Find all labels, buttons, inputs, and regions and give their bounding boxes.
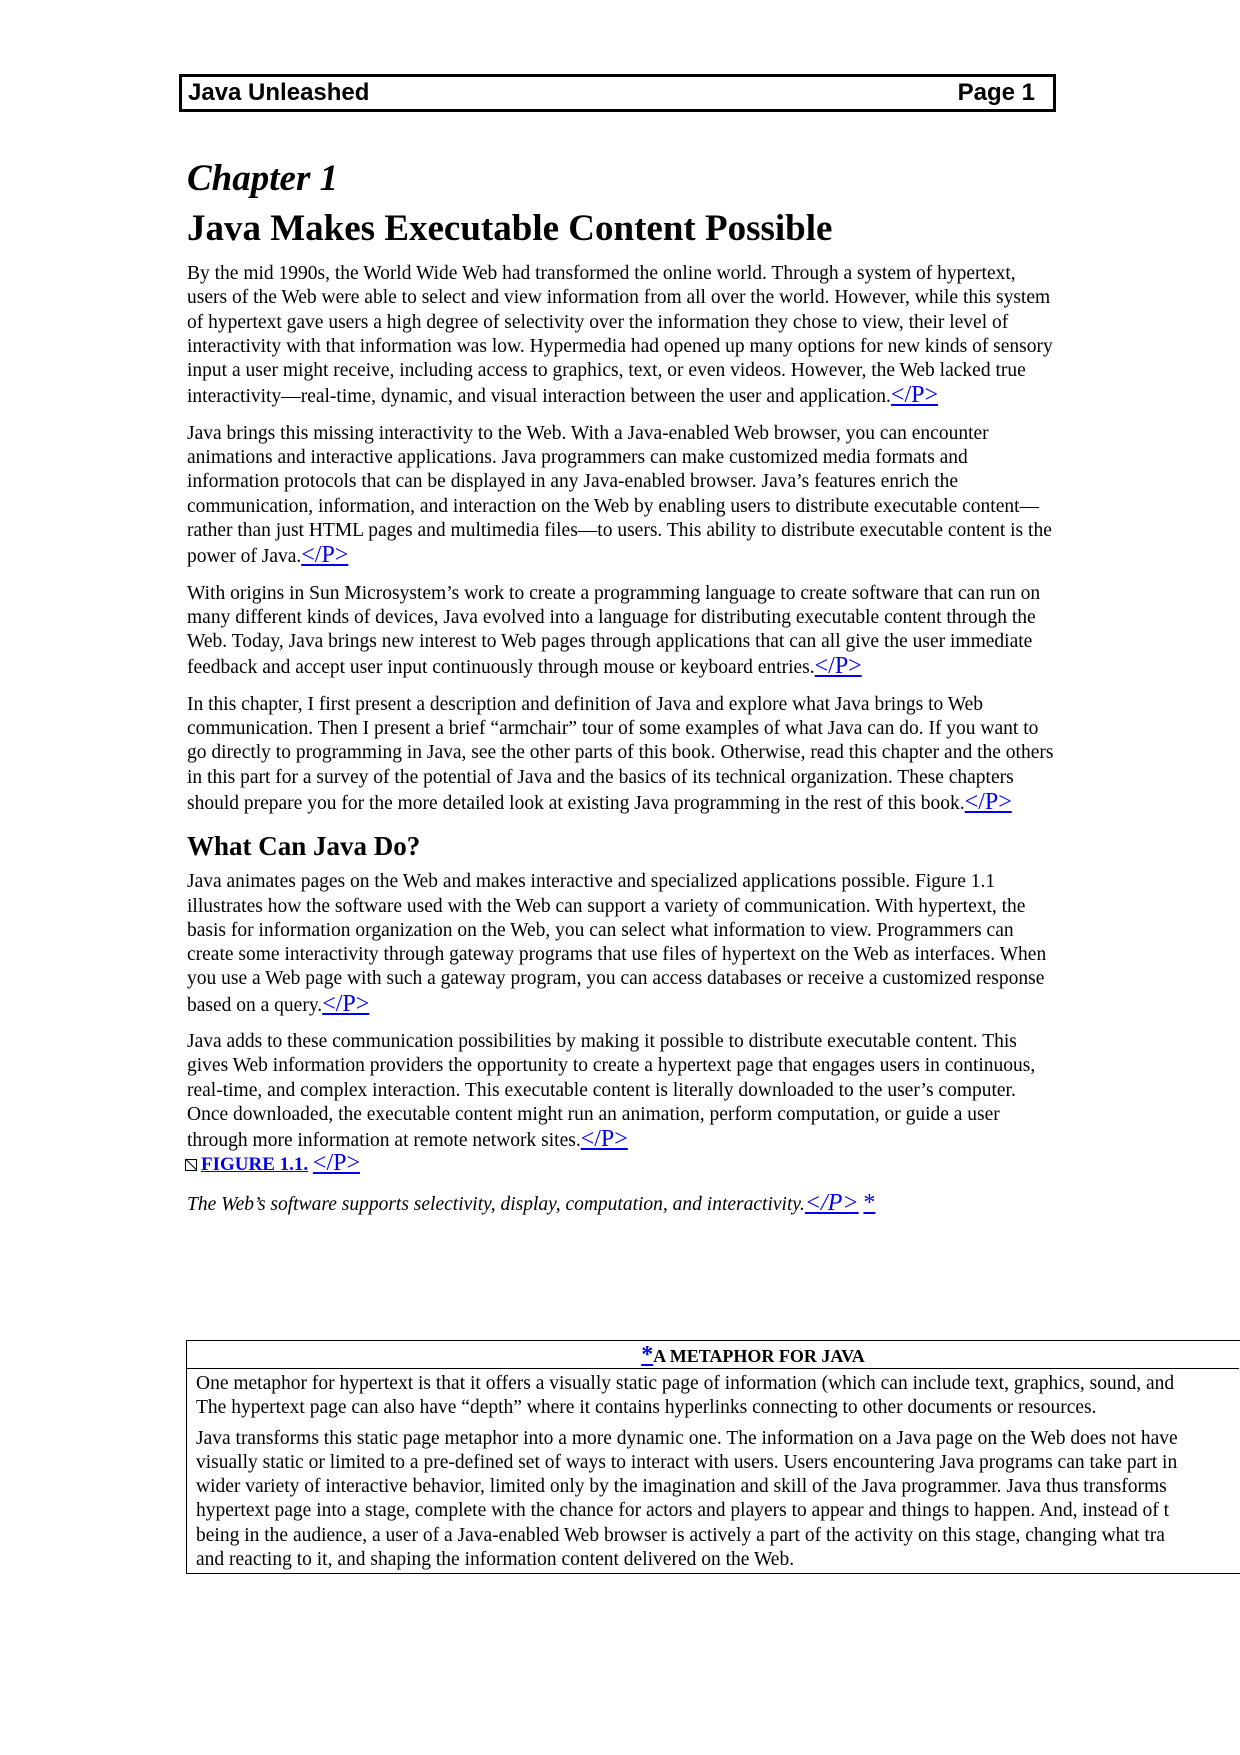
sidebar-line: Java transforms this static page metaphor into a more dynamic one. The information on a Java page on the Web does not have bbox=[196, 1427, 1178, 1449]
sidebar-line: One metaphor for hypertext is that it offers a visually static page of information (which can include text, graphics, sound, and bbox=[196, 1373, 1175, 1394]
sidebar-title-text: A METAPHOR FOR JAVA bbox=[653, 1346, 865, 1366]
p-tag-link[interactable]: </P> bbox=[580, 1126, 628, 1153]
figure-reference bbox=[185, 1150, 1057, 1178]
book-title: Java Unleashed bbox=[188, 79, 370, 106]
paragraph bbox=[187, 422, 1057, 570]
sidebar-box bbox=[186, 1340, 1240, 1574]
sidebar-line: and reacting to it, and shaping the information content delivered on the Web. bbox=[196, 1549, 795, 1571]
p-tag-link[interactable]: </P> bbox=[312, 1149, 360, 1176]
paragraph bbox=[187, 870, 1057, 1018]
p-tag-link[interactable]: </P> bbox=[814, 653, 862, 680]
paragraph bbox=[187, 582, 1057, 681]
broken-image-icon bbox=[185, 1159, 197, 1171]
chapter-content bbox=[187, 156, 1057, 1224]
paragraph bbox=[187, 1030, 1057, 1153]
p-tag-link[interactable]: </P> bbox=[301, 542, 349, 569]
page-number: Page 1 bbox=[957, 79, 1035, 106]
section-heading: What Can Java Do? bbox=[187, 831, 421, 862]
p-tag-link[interactable]: </P> bbox=[804, 1189, 859, 1216]
running-header bbox=[179, 74, 1056, 112]
p-tag-link[interactable]: </P> bbox=[964, 788, 1012, 815]
paragraph-text: Java adds to these communication possibilities by making it possible to distribute executable content. This gives Web information providers the opportunity to create a hypertext page that engages users in continuous, real-time, and complex interaction. This executable content is literally downloaded to the user’s computer. Once downloaded, the executable content might run an animation, perform computation, or guide a user through more information at remote network sites. bbox=[187, 1031, 1036, 1152]
sidebar-line: hypertext page into a stage, complete with the chance for actors and players to appear and things to happen. And, instead of t bbox=[196, 1500, 1170, 1522]
paragraph bbox=[187, 693, 1057, 816]
paragraph-text: In this chapter, I first present a description and definition of Java and explore what Java brings to Web communication. Then I present a brief “armchair” tour of some examples of what Java can do. If you want to go directly to programming in Java, see the other parts of this book. Otherwise, read this chapter and the others in this part for a survey of the potential of Java and the basics of its technical organization. These chapters should prepare you for the more detailed look at existing Java programming in the rest of this book. bbox=[187, 693, 1054, 814]
sidebar-paragraph bbox=[196, 1372, 1240, 1421]
sidebar-title bbox=[187, 1341, 1239, 1369]
chapter-label: Chapter 1 bbox=[187, 158, 339, 199]
sidebar-line: wider variety of interactive behavior, limited only by the imagination and skill of the Java programmer. Java thus transforms bbox=[196, 1476, 1167, 1498]
chapter-title: Java Makes Executable Content Possible bbox=[187, 208, 833, 249]
paragraph-text: Java animates pages on the Web and makes interactive and specialized applications possible. Figure 1.1 illustrates how the software used with the Web can support a variety of communication. With hypertext, the basis for information organization on the Web, you can select what information to view. Programmers can create some interactivity through gateway programs that use files of hypertext on the Web as interfaces. When you use a Web page with such a gateway program, you can access databases or receive a customized response based on a query. bbox=[187, 871, 1047, 1016]
sidebar-paragraph bbox=[196, 1427, 1240, 1573]
paragraph bbox=[187, 262, 1057, 410]
paragraph-text: By the mid 1990s, the World Wide Web had transformed the online world. Through a system of hypertext, users of the Web were able to select and view information from all over the world. However, while this system of hypertext gave users a high degree of selectivity over the information they chose to view, their level of interactivity with that information was low. Hypermedia had opened up many options for new kinds of sensory input a user might receive, including access to graphics, text, or even videos. However, the Web lacked true interactivity—real-time, dynamic, and visual interaction between the user and application. bbox=[187, 263, 1053, 408]
footnote-star-link[interactable]: * bbox=[863, 1189, 876, 1216]
paragraph-text: With origins in Sun Microsystem’s work to create a programming language to create software that can run on many different kinds of devices, Java evolved into a language for distributing executable content through the Web. Today, Java brings new interest to Web pages through applications that can all give the user immediate feedback and accept user input continuously through mouse or keyboard entries. bbox=[187, 582, 1041, 679]
caption-text: The Web’s software supports selectivity, display, computation, and interactivity. bbox=[187, 1193, 805, 1215]
figure-link[interactable]: FIGURE 1.1. bbox=[201, 1153, 309, 1175]
p-tag-link[interactable]: </P> bbox=[890, 382, 939, 409]
p-tag-link[interactable]: </P> bbox=[322, 990, 370, 1017]
sidebar-body bbox=[187, 1369, 1240, 1572]
sidebar-line: visually static or limited to a pre-defined set of ways to interact with users. Users encountering Java programs can take part in bbox=[196, 1451, 1178, 1473]
sidebar-line: The hypertext page can also have “depth” where it contains hyperlinks connecting to other documents or resources. bbox=[196, 1397, 1097, 1419]
sidebar-star-link[interactable]: * bbox=[641, 1342, 654, 1368]
paragraph-text: Java brings this missing interactivity to the Web. With a Java-enabled Web browser, you can encounter animations and interactive applications. Java programmers can make customized media formats and information protocols that can be displayed in any Java-enabled browser. Java’s features enrich the communication, information, and interaction on the Web by enabling users to distribute executable content—rather than just HTML pages and multimedia files—to users. This ability to distribute executable content is the power of Java. bbox=[187, 422, 1052, 568]
figure-caption bbox=[187, 1190, 1057, 1218]
sidebar-line: being in the audience, a user of a Java-enabled Web browser is actively a part of the activity on this stage, changing what tra bbox=[196, 1524, 1165, 1546]
